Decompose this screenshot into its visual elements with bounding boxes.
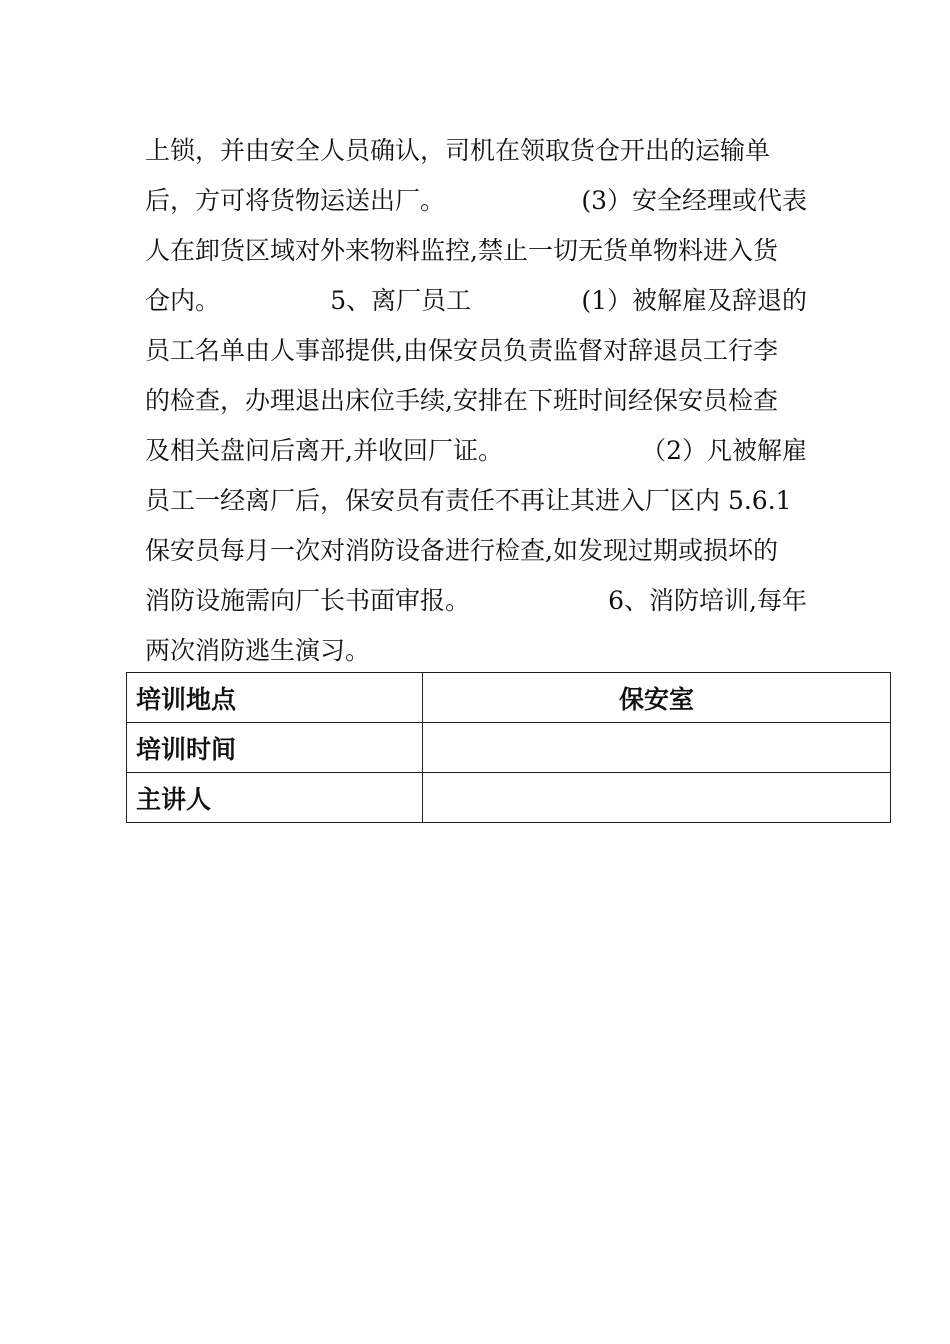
text-segment: 6、消防培训,每年 — [608, 586, 807, 615]
text-line — [145, 626, 807, 676]
text-segment: （2）凡被解雇 — [641, 436, 807, 465]
text-segment: 员工名单由人事部提供,由保安员负责监督对辞退员工行李 — [145, 336, 778, 365]
text-segment: 后，方可将货物运送出厂。 — [145, 186, 446, 215]
text-segment: 上锁，并由安全人员确认，司机在领取货仓开出的运输单 — [145, 136, 771, 165]
table-row — [127, 773, 891, 823]
training-location-label: 培训地点 — [127, 673, 423, 723]
text-segment: 保安员每月一次对消防设备进行检查,如发现过期或损坏的 — [145, 536, 778, 565]
text-segment: 的检查，办理退出床位手续,安排在下班时间经保安员检查 — [145, 386, 778, 415]
training-time-label: 培训时间 — [127, 723, 423, 773]
speaker-label: 主讲人 — [127, 773, 423, 823]
text-segment: (3）安全经理或代表 — [581, 186, 807, 215]
training-time-value — [423, 723, 891, 773]
text-line — [145, 526, 807, 576]
text-segment: 员工一经离厂后，保安员有责任不再让其进入厂区内 5.6.1 — [145, 486, 792, 515]
body-text — [145, 126, 807, 676]
text-segment: 两次消防逃生演习。 — [145, 636, 371, 665]
training-info-table — [126, 672, 891, 823]
text-line — [145, 576, 807, 626]
table-row — [127, 673, 891, 723]
text-line — [145, 326, 807, 376]
table-row — [127, 723, 891, 773]
text-line — [145, 126, 807, 176]
text-segment: 及相关盘问后离开,并收回厂证。 — [145, 436, 503, 465]
text-segment: (1）被解雇及辞退的 — [581, 286, 807, 315]
speaker-value — [423, 773, 891, 823]
text-line — [145, 226, 807, 276]
training-location-value: 保安室 — [423, 673, 891, 723]
text-segment: 消防设施需向厂长书面审报。 — [145, 586, 471, 615]
text-line — [145, 176, 807, 226]
text-line — [145, 476, 807, 526]
text-line — [145, 376, 807, 426]
text-line — [145, 426, 807, 476]
text-segment: 5、离厂员工 — [330, 286, 472, 315]
text-segment: 仓内。 — [145, 286, 221, 315]
text-segment: 人在卸货区域对外来物料监控,禁止一切无货单物料进入货 — [145, 236, 778, 265]
text-line — [145, 276, 807, 326]
